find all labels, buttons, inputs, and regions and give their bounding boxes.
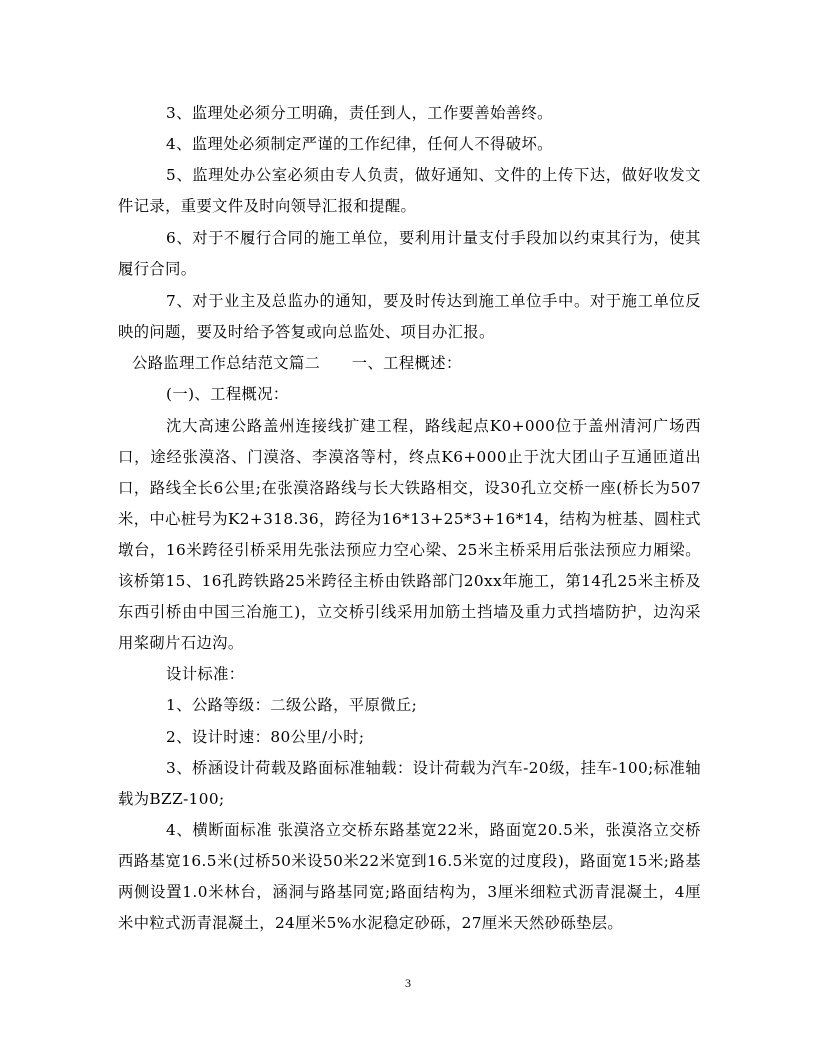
- project-overview-paragraph: 沈大高速公路盖州连接线扩建工程，路线起点K0+000位于盖州清河广场西口，途经张漠洛、门漠洛、李漠洛等村，终点K6+000止于沈大团山子互通匝道出口，路线全长6公里;在张漠洛路线与长大铁路相交，设30孔立交桥一座(桥长为507米，中心桩号为K2+318.36，跨径为16*13+25*3+16*14，结构为桩基、圆柱式墩台，16米跨径引桥采用先张法预应力空心梁、25米主桥采用后张法预应力厢梁。该桥第15、16孔跨铁路25米跨径主桥由铁路部门20xx年施工，第14孔25米主桥及东西引桥由中国三冶施工)，立交桥引线采用加筋土挡墙及重力式挡墙防护，边沟采用桨砌片石边沟。: [118, 417, 701, 652]
- paragraph-item-6: 6、对于不履行合同的施工单位，要利用计量支付手段加以约束其行为，使其履行合同。: [118, 229, 701, 278]
- paragraph-item-5: 5、监理处办公室必须由专人负责，做好通知、文件的上传下达，做好收发文件记录，重要文件及时向领导汇报和提醒。: [118, 166, 701, 215]
- standard-cross-section: 4、横断面标准 张漠洛立交桥东路基宽22米，路面宽20.5米，张漠洛立交桥西路基宽16.5米(过桥50米设50米22米宽到16.5米宽的过度段)，路面宽15米;路基两侧设置1.0米林台，涵洞与路基同宽;路面结构为，3厘米细粒式沥青混凝土，4厘米中粒式沥青混凝土，24厘米5%水泥稳定砂砾，27厘米天然砂砾垫层。: [118, 821, 701, 932]
- paragraph-item-7: 7、对于业主及总监办的通知，要及时传达到施工单位手中。对于施工单位反映的问题，要及时给予答复或向总监处、项目办汇报。: [118, 292, 701, 341]
- design-standards-title: 设计标准：: [166, 665, 245, 683]
- paragraph-item-3: 3、监理处必须分工明确，责任到人，工作要善始善终。: [166, 104, 553, 122]
- standard-design-speed: 2、设计时速：80公里/小时;: [166, 728, 365, 746]
- standard-road-grade: 1、公路等级：二级公路，平原微丘;: [166, 696, 418, 714]
- subsection-heading: (一)、工程概况：: [166, 385, 289, 403]
- standard-design-load: 3、桥涵设计荷载及路面标准轴载：设计荷载为汽车-20级，挂车-100;标准轴载为BZZ-100;: [118, 759, 701, 808]
- paragraph-item-4: 4、监理处必须制定严谨的工作纪律，任何人不得破坏。: [166, 135, 553, 153]
- page-number: 3: [405, 976, 411, 990]
- section-heading: 公路监理工作总结范文篇二 一、工程概述：: [132, 354, 462, 372]
